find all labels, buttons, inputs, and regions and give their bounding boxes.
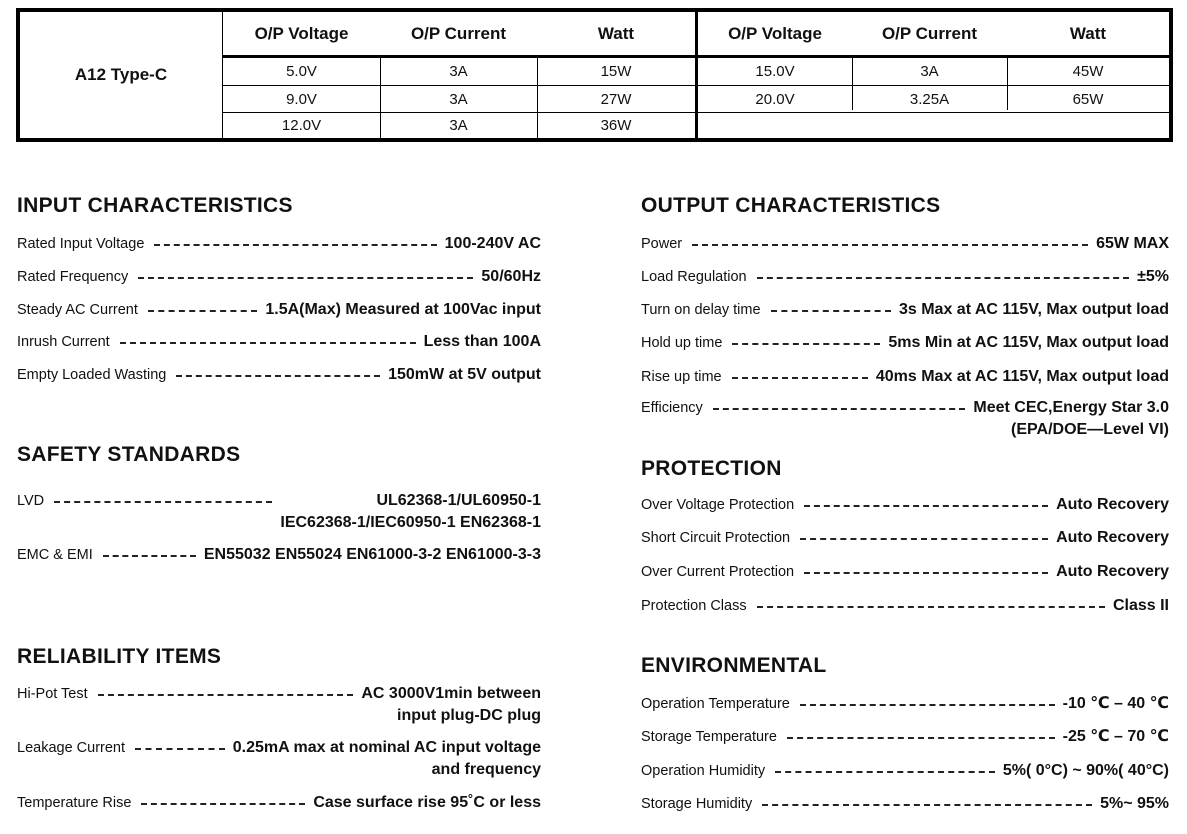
table-cell: 27W	[600, 90, 632, 108]
leader-dots	[804, 494, 1048, 507]
leader-dots	[732, 366, 868, 379]
spec-value: 5%( 0°C) ~ 90%( 40°C)	[1002, 762, 1169, 779]
spec-label: Operation Humidity	[641, 763, 766, 779]
table-cell: 3.25A	[909, 90, 950, 108]
spec-label: Rise up time	[641, 369, 722, 385]
spec-row	[641, 332, 1169, 354]
header-watt-right: Watt	[1069, 23, 1107, 43]
spec-label: Over Voltage Protection	[641, 497, 795, 513]
spec-label: Storage Temperature	[641, 729, 777, 745]
leader-dots	[141, 792, 305, 805]
spec-value: 40ms Max at AC 115V, Max output load	[875, 368, 1169, 385]
spec-row	[17, 544, 541, 566]
leader-dots	[771, 299, 891, 312]
table-cell: 45W	[1072, 63, 1104, 80]
spec-label: Rated Frequency	[17, 269, 129, 285]
spec-row	[17, 683, 541, 727]
leader-dots	[787, 726, 1055, 739]
spec-row	[641, 233, 1169, 255]
spec-label: Protection Class	[641, 598, 747, 614]
spec-value: Auto Recovery	[1056, 529, 1169, 546]
spec-value: Meet CEC,Energy Star 3.0 (EPA/DOE—Level VI)	[973, 399, 1169, 438]
leader-dots	[135, 737, 225, 750]
table-cell: 5.0V	[286, 63, 317, 80]
spec-row	[641, 726, 1169, 748]
spec-row	[17, 737, 541, 781]
spec-row	[641, 561, 1169, 583]
output-spec-table	[16, 8, 1173, 142]
spec-value: UL62368-1/UL60950-1 IEC62368-1/IEC60950-1 EN62368-1	[280, 492, 541, 531]
spec-value: Class II	[1112, 597, 1169, 614]
header-watt-left: Watt	[597, 23, 635, 43]
section-title-protection: PROTECTION	[641, 457, 782, 480]
spec-label: Hold up time	[641, 335, 723, 351]
spec-row	[641, 494, 1169, 516]
table-cell: 65W	[1072, 90, 1104, 108]
spec-label: LVD	[17, 493, 45, 509]
model-name: A12 Type-C	[74, 65, 168, 84]
table-cell: 20.0V	[755, 90, 795, 108]
section-title-input: INPUT CHARACTERISTICS	[17, 194, 293, 217]
spec-value: ±5%	[1137, 268, 1169, 285]
spec-label: Efficiency	[641, 400, 703, 416]
leader-dots	[176, 364, 380, 377]
header-voltage-right: O/P Voltage	[728, 23, 822, 43]
spec-row	[641, 595, 1169, 617]
spec-label: Temperature Rise	[17, 795, 132, 811]
leader-dots	[103, 544, 196, 557]
spec-value: 1.5A(Max) Measured at 100Vac input	[265, 301, 541, 318]
spec-row	[641, 266, 1169, 288]
spec-value: Less than 100A	[423, 333, 541, 350]
spec-row	[17, 792, 541, 814]
leader-dots	[732, 332, 880, 345]
leader-dots	[762, 793, 1092, 806]
leader-dots	[154, 233, 436, 246]
table-cell: 9.0V	[286, 90, 317, 108]
spec-label: Steady AC Current	[17, 302, 138, 318]
table-cell: 3A	[449, 117, 468, 134]
spec-label: Rated Input Voltage	[17, 236, 145, 252]
spec-label: Short Circuit Protection	[641, 530, 791, 546]
spec-value: 100-240V AC	[444, 235, 541, 252]
leader-dots	[148, 299, 257, 312]
header-current-right: O/P Current	[881, 23, 978, 43]
spec-label: Storage Humidity	[641, 796, 753, 812]
spec-label: Over Current Protection	[641, 564, 795, 580]
spec-value: AC 3000V1min between input plug-DC plug	[361, 685, 541, 724]
spec-value: 5ms Min at AC 115V, Max output load	[888, 334, 1169, 351]
spec-label: Load Regulation	[641, 269, 747, 285]
leader-dots	[775, 760, 995, 773]
spec-label: Inrush Current	[17, 334, 110, 350]
spec-row	[641, 366, 1169, 388]
leader-dots	[138, 266, 473, 279]
leader-dots	[120, 331, 416, 344]
leader-dots	[804, 561, 1048, 574]
spec-row	[17, 299, 541, 321]
spec-row	[17, 490, 541, 534]
spec-label: Hi-Pot Test	[17, 686, 88, 702]
spec-value: EN55032 EN55024 EN61000-3-2 EN61000-3-3	[203, 546, 541, 563]
spec-row	[17, 364, 541, 386]
spec-value: -25 ℃ – 70 ℃	[1062, 728, 1169, 745]
spec-label: EMC & EMI	[17, 547, 93, 563]
spec-row	[641, 299, 1169, 321]
leader-dots	[800, 693, 1055, 706]
spec-row	[641, 397, 1169, 441]
spec-value: Auto Recovery	[1056, 496, 1169, 513]
spec-value: 3s Max at AC 115V, Max output load	[898, 301, 1169, 318]
leader-dots	[713, 397, 966, 410]
leader-dots	[54, 490, 272, 503]
spec-row	[641, 793, 1169, 815]
section-title-environmental: ENVIRONMENTAL	[641, 654, 827, 677]
spec-value: -10 ℃ – 40 ℃	[1062, 695, 1169, 712]
spec-value: 0.25mA max at nominal AC input voltage and frequency	[232, 739, 541, 778]
spec-row	[641, 693, 1169, 715]
spec-row	[641, 527, 1169, 549]
spec-row	[641, 760, 1169, 782]
spec-row	[17, 266, 541, 288]
leader-dots	[757, 266, 1129, 279]
section-title-reliability: RELIABILITY ITEMS	[17, 645, 222, 668]
spec-label: Empty Loaded Wasting	[17, 367, 167, 383]
spec-value: 65W MAX	[1096, 235, 1169, 252]
spec-value: Case surface rise 95˚C or less	[313, 794, 541, 811]
spec-row	[17, 331, 541, 353]
table-cell: 15W	[600, 63, 632, 80]
section-title-output: OUTPUT CHARACTERISTICS	[641, 194, 941, 217]
spec-label: Turn on delay time	[641, 302, 761, 318]
spec-row	[17, 233, 541, 255]
header-voltage-left: O/P Voltage	[254, 23, 349, 43]
table-cell: 15.0V	[755, 63, 795, 80]
spec-label: Operation Temperature	[641, 696, 790, 712]
leader-dots	[692, 233, 1088, 246]
spec-value: 50/60Hz	[481, 268, 541, 285]
table-cell: 12.0V	[281, 117, 322, 134]
table-cell: 3A	[449, 63, 468, 80]
table-cell: 3A	[920, 63, 939, 80]
section-title-safety: SAFETY STANDARDS	[17, 443, 241, 466]
leader-dots	[800, 527, 1048, 540]
table-cell: 36W	[600, 117, 632, 134]
spec-value: 5%~ 95%	[1100, 795, 1169, 812]
leader-dots	[757, 595, 1105, 608]
spec-value: 150mW at 5V output	[388, 366, 541, 383]
spec-value: Auto Recovery	[1056, 563, 1169, 580]
table-cell: 3A	[449, 90, 468, 108]
header-current-left: O/P Current	[410, 23, 507, 43]
spec-label: Leakage Current	[17, 740, 126, 756]
leader-dots	[98, 683, 354, 696]
spec-label: Power	[641, 236, 683, 252]
